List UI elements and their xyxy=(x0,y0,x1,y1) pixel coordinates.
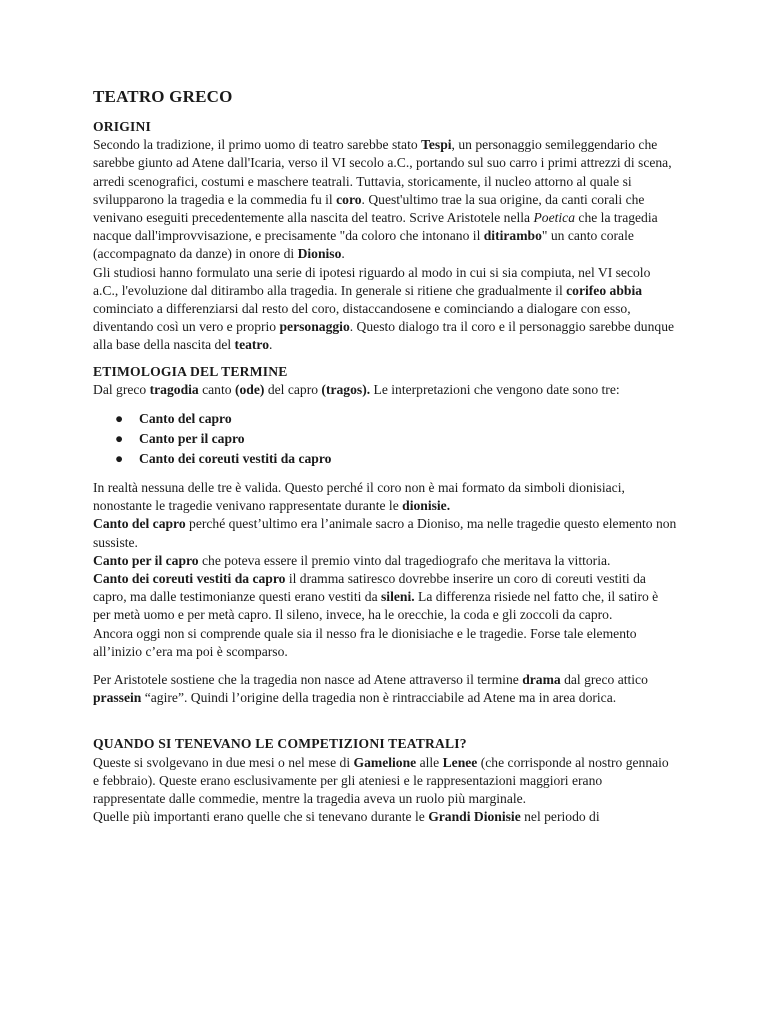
text-run: Le interpretazioni che vengono date sono tre: xyxy=(370,381,620,397)
text-run: . xyxy=(341,246,345,262)
list-item: ● Canto per il capro xyxy=(93,429,678,449)
bullet-icon: ● xyxy=(115,451,124,467)
document-title: TEATRO GRECO xyxy=(93,87,233,106)
text-run: alle xyxy=(416,754,443,770)
text-run: In realtà nessuna delle tre è valida. Questo perché il coro non è mai formato da simboli dionisiaci, nonostante le tragedie venivano rappresentate durante le xyxy=(93,480,625,514)
bold-term: Canto del capro xyxy=(93,516,186,532)
text-run: “agire”. Quindi l’origine della tragedia non è rintracciabile ad Atene ma in area dorica. xyxy=(141,690,617,706)
bold-term: tragodia xyxy=(149,381,199,397)
text-run: Dal greco xyxy=(93,381,150,397)
bullet-icon: ● xyxy=(115,411,124,427)
bullet-icon: ● xyxy=(115,431,124,447)
document-content xyxy=(93,86,678,827)
bold-term: (tragos). xyxy=(321,381,371,397)
text-run: Queste si svolgevano in due mesi o nel mese di xyxy=(93,754,354,770)
bold-term: sileni. xyxy=(381,589,415,605)
origini-paragraph-2 xyxy=(93,264,678,355)
etimologia-paragraph-aristotele xyxy=(93,671,678,707)
text-run: La differenza risiede nel fatto che, il satiro è per metà uomo e per metà capro. Il sileno, invece, ha le orecchie, la coda e gli zoccoli da capro. xyxy=(93,589,659,623)
etimologia-paragraph-capro-3 xyxy=(93,570,678,625)
etimologia-paragraph-ancora xyxy=(93,625,678,661)
bold-term: corifeo abbia xyxy=(566,282,643,298)
competizioni-paragraph-1 xyxy=(93,754,678,809)
text-run: . xyxy=(269,337,273,353)
origini-paragraph-1 xyxy=(93,136,678,263)
etimologia-paragraph-realta xyxy=(93,479,678,515)
bold-term: Grandi Dionisie xyxy=(428,809,521,825)
bold-term: prassein xyxy=(93,690,142,706)
bold-term: ditirambo xyxy=(483,228,542,244)
bold-term: Canto dei coreuti vestiti da capro xyxy=(93,571,286,587)
section-heading-competizioni: QUANDO SI TENEVANO LE COMPETIZIONI TEATRALI? xyxy=(93,736,467,752)
text-run: Ancora oggi non si comprende quale sia il nesso fra le dionisiache e le tragedie. Forse tale elemento all’inizio c’era ma poi è scomparso. xyxy=(93,625,637,659)
bold-term: Lenee xyxy=(442,754,478,770)
interpretations-list xyxy=(93,409,678,469)
text-run: che la tragedia nacque dall'improvvisazione, e precisamente "da coloro che intonano il xyxy=(93,210,658,244)
etimologia-paragraph-capro-2 xyxy=(93,552,678,570)
text-run: che poteva essere il premio vinto dal tragediografo che meritava la vittoria. xyxy=(198,552,611,568)
text-run: cominciato a differenziarsi dal resto del coro, distaccandosene e cominciando a dialogare con esso, diventando così un vero e proprio xyxy=(93,301,631,335)
text-run: (che corrisponde al nostro gennaio e febbraio). Queste erano esclusivamente per gli ateniesi e le rappresentazioni maggiori erano rappresentate dalle commedie, mentre la tragedia aveva un ruolo più marginale. xyxy=(93,754,669,807)
text-run: . Quest'ultimo trae la sua origine, da canti corali che venivano eseguiti precedentemente alla nascita del teatro. Scrive Aristotele nella xyxy=(93,191,645,226)
etimologia-paragraph-capro-1 xyxy=(93,515,678,551)
bold-term: Tespi xyxy=(421,137,452,153)
etimologia-intro xyxy=(93,381,678,399)
section-heading-origini: ORIGINI xyxy=(93,119,152,134)
text-run: Per Aristotele sostiene che la tragedia non nasce ad Atene attraverso il termine xyxy=(93,672,523,688)
italic-term: Poetica xyxy=(533,210,576,226)
text-run: il dramma satiresco dovrebbe inserire un coro di coreuti vestiti da capro, ma dalle testimonianze questi erano vestiti da xyxy=(93,571,646,605)
text-run: Gli studiosi hanno formulato una serie di ipotesi riguardo al modo in cui si sia compiuta, nel VI secolo a.C., l'evoluzione dal ditirambo alla tragedia. In generale si ritiene che gradualmente il xyxy=(93,264,651,298)
list-item: ● Canto del capro xyxy=(93,409,678,429)
bold-term: dionisie. xyxy=(402,498,451,514)
bold-term: Canto per il capro xyxy=(93,552,199,568)
text-run: perché quest’ultimo era l’animale sacro a Dioniso, ma nelle tragedie questo elemento non sussiste. xyxy=(93,516,677,550)
bold-term: coro xyxy=(336,191,362,207)
text-run: Quelle più importanti erano quelle che si tenevano durante le xyxy=(93,809,429,825)
competizioni-paragraph-2 xyxy=(93,808,678,826)
bold-term: drama xyxy=(522,672,561,688)
bold-term: Gamelione xyxy=(353,754,417,770)
text-run: dal greco attico xyxy=(560,672,648,688)
bold-term: (ode) xyxy=(234,381,265,397)
bold-term: Dioniso xyxy=(297,246,342,262)
section-heading-etimologia: ETIMOLOGIA DEL TERMINE xyxy=(93,363,288,379)
bold-term: personaggio xyxy=(279,319,350,335)
text-run: . Questo dialogo tra il coro e il personaggio sarebbe dunque alla base della nascita del xyxy=(93,319,675,353)
text-run: " un canto corale (accompagnato da danze) in onore di xyxy=(93,228,634,262)
text-run: , un personaggio semileggendario che sarebbe giunto ad Atene dall'Icaria, verso il VI secolo a.C., portando sul suo carro i primi attrezzi di scena, arredi scenografici, costumi e maschere teatrali. Tuttavia, storicamente, il nucleo attorno al quale si svilupparono la tragedia e la commedia fu il xyxy=(93,137,672,207)
text-run: Secondo la tradizione, il primo uomo di teatro sarebbe stato xyxy=(93,137,422,153)
text-run: nel periodo di xyxy=(520,809,600,825)
list-item: ● Canto dei coreuti vestiti da capro xyxy=(93,449,678,469)
bold-term: teatro xyxy=(234,337,270,353)
text-run: del capro xyxy=(264,381,322,397)
text-run: canto xyxy=(198,381,235,397)
